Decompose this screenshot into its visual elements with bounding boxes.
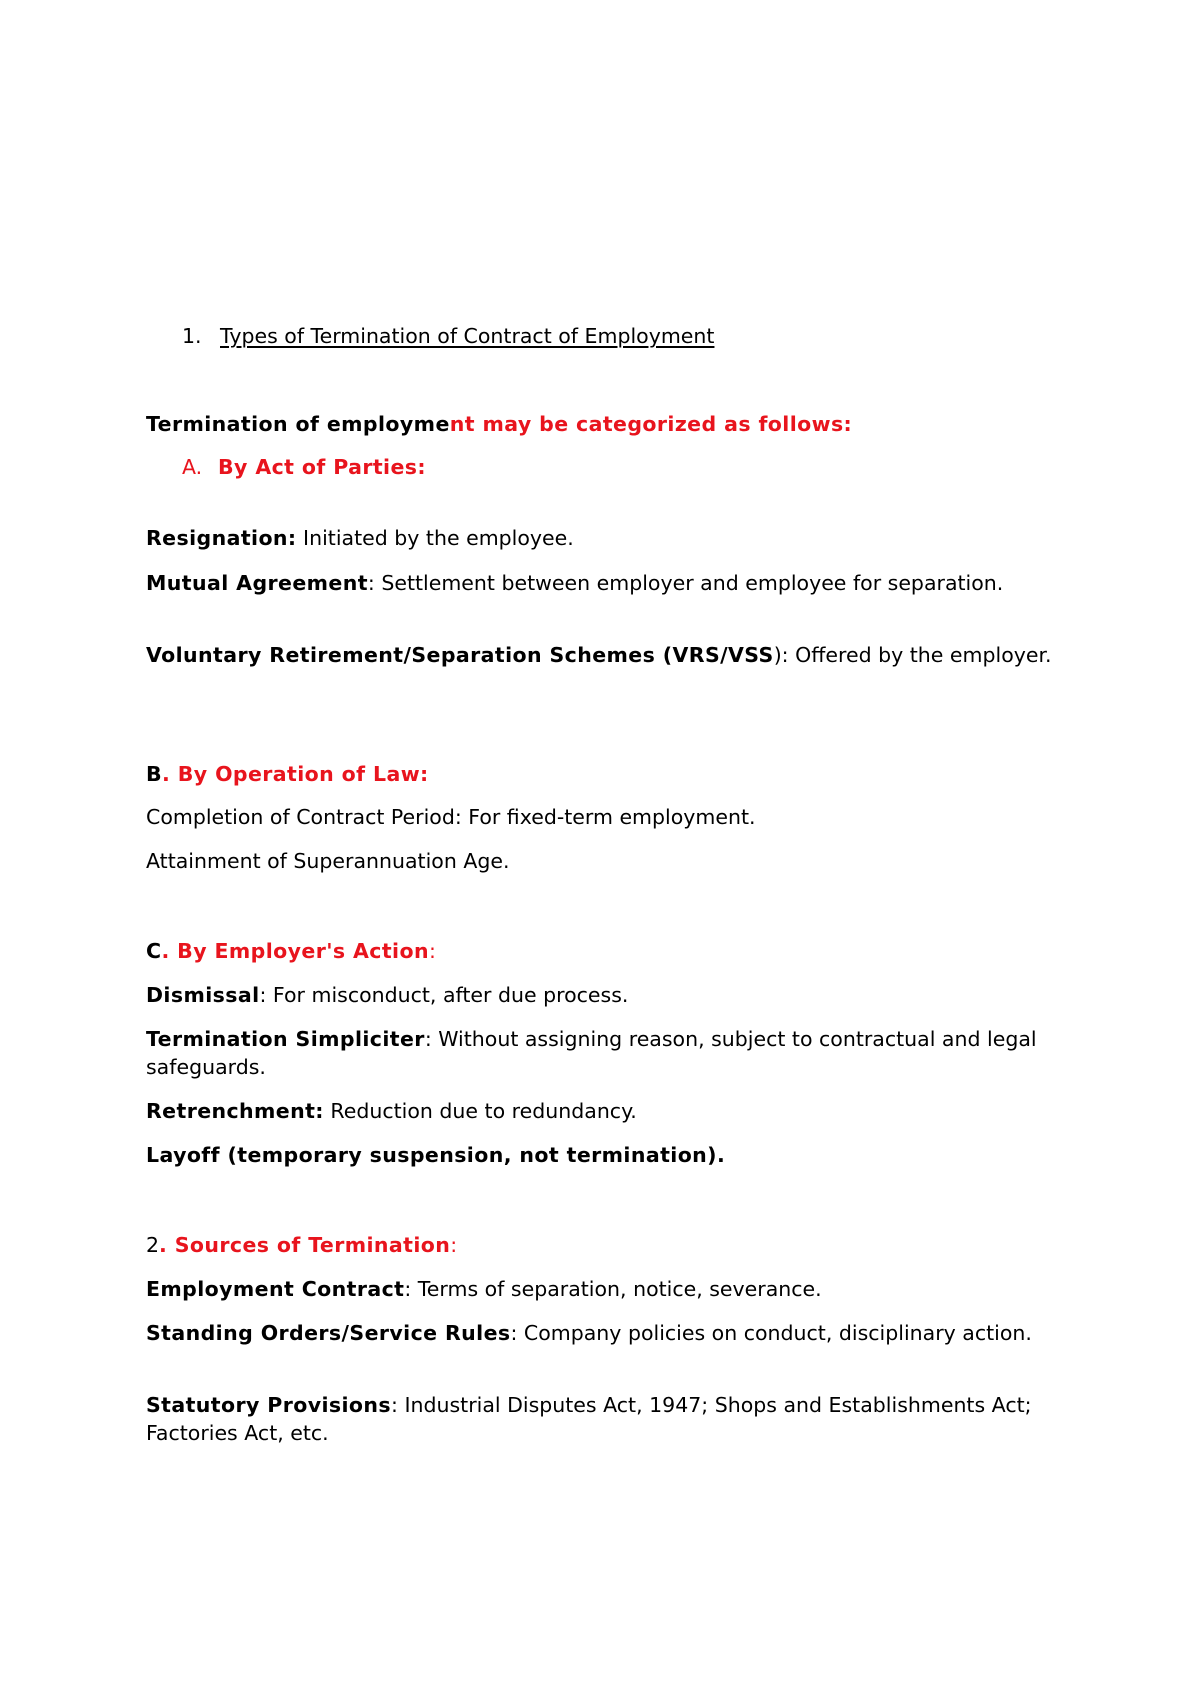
list-item xyxy=(146,1097,1070,1125)
heading-number: 1. xyxy=(182,324,202,348)
item-desc: ): Offered by the employer. xyxy=(773,643,1052,667)
intro-text-red: nt may be categorized as follows: xyxy=(449,412,853,436)
item-term: Employment Contract xyxy=(146,1277,405,1301)
item-term: Statutory Provisions xyxy=(146,1393,392,1417)
item-term: Dismissal xyxy=(146,983,260,1007)
item-term: Layoff (temporary suspension, not termination). xyxy=(146,1143,726,1167)
item-desc: : For misconduct, after due process. xyxy=(259,983,629,1007)
list-item xyxy=(146,1319,1070,1347)
item-desc: : Industrial Disputes Act, 1947; Shops and Establishments Act; Factories Act, etc. xyxy=(146,1393,1032,1445)
item-desc: : Without assigning reason, subject to contractual and legal safeguards. xyxy=(146,1027,1037,1079)
item-term: Voluntary Retirement/Separation Schemes (VRS/VSS xyxy=(146,643,774,667)
list-item xyxy=(146,641,1070,669)
section-b-heading xyxy=(146,760,1070,788)
section-c-letter: C xyxy=(146,939,162,963)
section-c-heading xyxy=(146,937,1070,965)
item-desc: : Settlement between employer and employee for separation. xyxy=(367,571,1004,595)
heading-title: Types of Termination of Contract of Employment xyxy=(220,324,715,348)
section-2-heading xyxy=(146,1231,1070,1259)
item-term: Mutual Agreement xyxy=(146,571,368,595)
item-text: Completion of Contract Period: For fixed-term employment. xyxy=(146,805,756,829)
item-desc: Reduction due to redundancy. xyxy=(323,1099,637,1123)
list-item xyxy=(146,1275,1070,1303)
list-item xyxy=(146,981,1070,1009)
item-desc: Initiated by the employee. xyxy=(296,526,574,550)
section-2-title: . Sources of Termination xyxy=(159,1233,451,1257)
list-item xyxy=(146,847,1070,875)
section-a-letter: A. xyxy=(182,455,203,479)
intro-paragraph xyxy=(146,410,1070,438)
item-term: Standing Orders/Service Rules xyxy=(146,1321,511,1345)
item-desc: : Company policies on conduct, disciplinary action. xyxy=(510,1321,1032,1345)
item-term: Retrenchment: xyxy=(146,1099,324,1123)
section-a-title: By Act of Parties: xyxy=(218,455,426,479)
item-text: Attainment of Superannuation Age. xyxy=(146,849,510,873)
item-term: Termination Simpliciter xyxy=(146,1027,425,1051)
section-b-title: . By Operation of Law: xyxy=(162,762,429,786)
list-item xyxy=(146,524,1070,552)
section-b-letter: B xyxy=(146,762,163,786)
intro-text: Termination of employme xyxy=(146,412,450,436)
section-c-title: . By Employer's Action xyxy=(161,939,429,963)
item-term: Resignation: xyxy=(146,526,297,550)
list-item xyxy=(146,803,1070,831)
list-item xyxy=(146,569,1070,597)
section-2-number: 2 xyxy=(146,1233,160,1257)
item-desc: : Terms of separation, notice, severance. xyxy=(404,1277,822,1301)
section-2-colon: : xyxy=(450,1233,458,1257)
list-item xyxy=(146,1025,1070,1081)
list-item xyxy=(146,1391,1070,1447)
list-item xyxy=(146,1141,1070,1169)
section-c-colon: : xyxy=(428,939,436,963)
